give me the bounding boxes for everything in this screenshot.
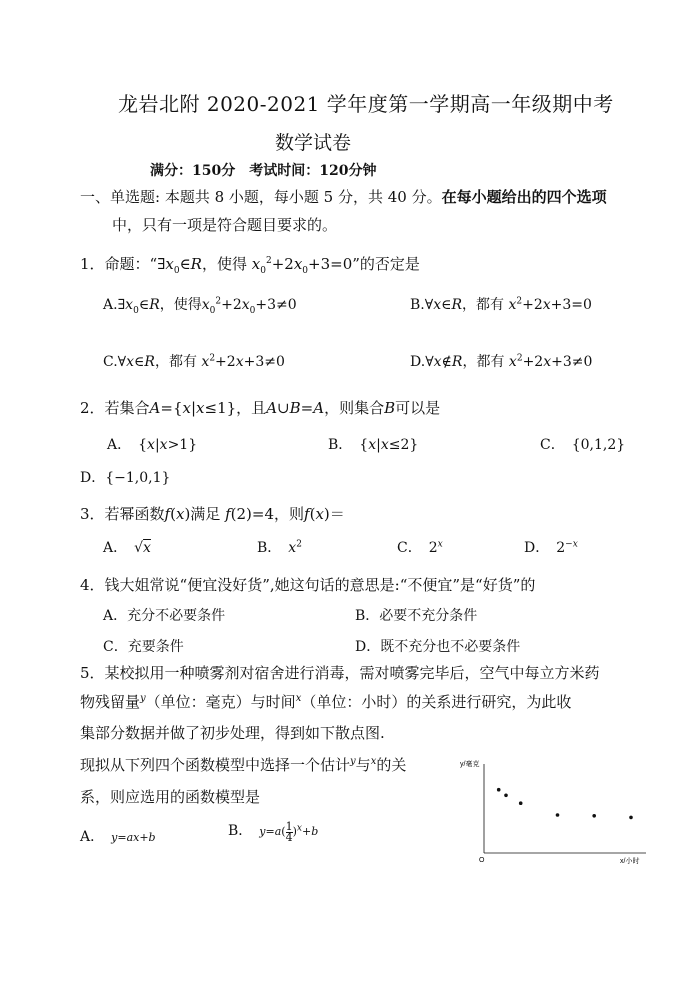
scatter-point-1 xyxy=(497,788,501,792)
q1-b-label: B. xyxy=(410,297,425,313)
q2-stem-d: 可以是 xyxy=(395,399,441,417)
q2-option-d[interactable]: D．{−1,0,1} xyxy=(80,470,171,486)
q1-stem-post: ”的否定是 xyxy=(352,255,420,273)
section-heading-text: 一、单选题: 本题共 8 小题，每小题 5 分，共 40 分。 xyxy=(80,188,442,206)
q4-option-d[interactable]: D．既不充分也不必要条件 xyxy=(355,639,521,655)
q5-line1: 5．某校拟用一种喷雾剂对宿舍进行消毒，需对喷雾完毕后，空气中每立方米药 xyxy=(80,664,600,682)
q2-option-a[interactable]: A． {x|x>1} xyxy=(107,437,198,453)
exam-title: 龙岩北附 2020-2021 学年度第一学期高一年级期中考 xyxy=(118,92,614,116)
q5-b-label: B． xyxy=(228,823,246,839)
scatter-points xyxy=(497,788,633,819)
q5-var-x-2: x xyxy=(370,756,377,767)
q5-line2-a: 物残留量 xyxy=(80,693,141,711)
q5-option-a[interactable]: A． y=ax+b xyxy=(80,829,156,845)
q2-option-c[interactable]: C． {0,1,2} xyxy=(540,437,626,453)
q2-c-label: C． xyxy=(540,437,558,453)
q4-option-b[interactable]: B．必要不充分条件 xyxy=(355,608,478,624)
q1-option-d[interactable]: D.∀x∉R，都有 $x^2+2x+3\ne 0$ xyxy=(410,353,593,370)
q3-stem-c: ，则 xyxy=(274,505,305,523)
scatter-point-2 xyxy=(504,794,508,798)
q4-option-a[interactable]: A．充分不必要条件 xyxy=(103,608,226,624)
q3-a-label: A． xyxy=(103,540,121,556)
origin-label: O xyxy=(479,857,485,864)
q5-line4-c: 的关 xyxy=(376,756,407,774)
q2-stem-b: ，且 xyxy=(236,399,267,417)
q3-stem-d: ＝ xyxy=(329,505,345,523)
y-axis-label: y/毫克 xyxy=(460,761,480,768)
q5-line2-b: （单位：毫克）与时间 xyxy=(145,693,296,711)
scatter-point-5 xyxy=(592,814,596,818)
q5-var-y: y xyxy=(140,693,146,704)
q3-stem-a: 3．若幂函数 xyxy=(80,505,165,523)
q2-d-label: D． xyxy=(80,470,106,486)
q2-option-b[interactable]: B． {x|x≤2} xyxy=(328,437,419,453)
q1-option-a[interactable]: $A.\exists x_0\in R$，使得$x_0^2+2x_0+3\ne 0$ xyxy=(103,296,297,316)
exam-subtitle: 数学试卷 xyxy=(275,132,352,154)
section-heading xyxy=(80,186,607,207)
q3-option-b[interactable]: B． $x^2$ xyxy=(257,539,302,556)
q3-stem: 3．若幂函数f(x)满足 f(2)=4，则f(x)＝ xyxy=(80,505,345,523)
q3-option-d[interactable]: D． $2^{-x}$ xyxy=(524,539,578,556)
section-heading-bold: 在每小题给出的四个选项 xyxy=(441,188,607,206)
q2-stem: 2．若集合A={x|x≤1}，且A∪B=A，则集合B可以是 xyxy=(80,399,441,417)
q5-line4 xyxy=(80,754,406,775)
q5-var-y-2: y xyxy=(350,756,356,767)
q3-stem-b: 满足 xyxy=(190,505,221,523)
q5-line5: 系，则应选用的函数模型是 xyxy=(80,788,261,806)
scatter-plot xyxy=(460,758,650,868)
q5-line2-c: （单位：小时）的关系进行研究，为此收 xyxy=(301,693,572,711)
q5-line2 xyxy=(80,691,571,712)
section-heading-line2: 中，只有一项是符合题目要求的。 xyxy=(112,216,338,234)
q1-stem xyxy=(80,253,420,276)
q2-b-label: B． xyxy=(328,437,346,453)
q5-a-label: A． xyxy=(80,829,98,845)
q2-stem-a: 2．若集合 xyxy=(80,399,150,417)
q1-c-text: ，都有 xyxy=(154,354,197,370)
q5-line4-a: 现拟从下列四个函数模型中选择一个估计 xyxy=(80,756,351,774)
q3-c-label: C． xyxy=(397,540,415,556)
q1-d-text: ，都有 xyxy=(462,354,505,370)
q5-var-x: x xyxy=(295,693,302,704)
q3-option-a[interactable]: A． √x xyxy=(103,540,151,556)
score-line: 满分：150分 考试时间：120分钟 xyxy=(150,163,377,179)
q4-stem: 4．钱大姐常说“便宜没好货”,她这句话的意思是:“不便宜”是“好货”的 xyxy=(80,576,536,594)
q3-d-label: D． xyxy=(524,540,543,556)
q1-a-label: A. xyxy=(103,297,118,313)
q5-line4-b: 与 xyxy=(355,756,371,774)
q3-b-label: B． xyxy=(257,540,275,556)
scatter-point-3 xyxy=(519,801,523,805)
q1-formula: $\exists x_0\in R$，使得 $x_0^2+2x_0+3=0$ xyxy=(157,255,353,276)
q1-b-text: ，都有 xyxy=(462,297,505,313)
q3-option-c[interactable]: C． 2$^x$ xyxy=(397,539,443,556)
q2-stem-c: ，则集合 xyxy=(324,399,385,417)
x-axis-label: x/小时 xyxy=(620,858,640,865)
scatter-point-4 xyxy=(556,813,560,817)
q5-option-b[interactable]: B． y=a( $\frac{1}{4}$ )$^x$+b xyxy=(228,819,319,844)
q5-line3: 集部分数据并做了初步处理，得到如下散点图. xyxy=(80,724,385,742)
q4-option-c[interactable]: C．充要条件 xyxy=(103,639,184,655)
scatter-point-6 xyxy=(629,816,633,820)
q1-stem-pre: 1．命题：“ xyxy=(80,255,158,273)
q1-c-label: C. xyxy=(103,354,118,370)
q2-a-label: A． xyxy=(107,437,125,453)
q1-d-label: D. xyxy=(410,354,426,370)
q1-option-b[interactable]: B.∀x∈R，都有 $x^2+2x+3=0$ xyxy=(410,296,592,313)
q1-option-c[interactable]: C.∀x∈R，都有 $x^2+2x+3\ne 0$ xyxy=(103,353,285,370)
q1-a-text: ，使得 xyxy=(159,297,202,313)
